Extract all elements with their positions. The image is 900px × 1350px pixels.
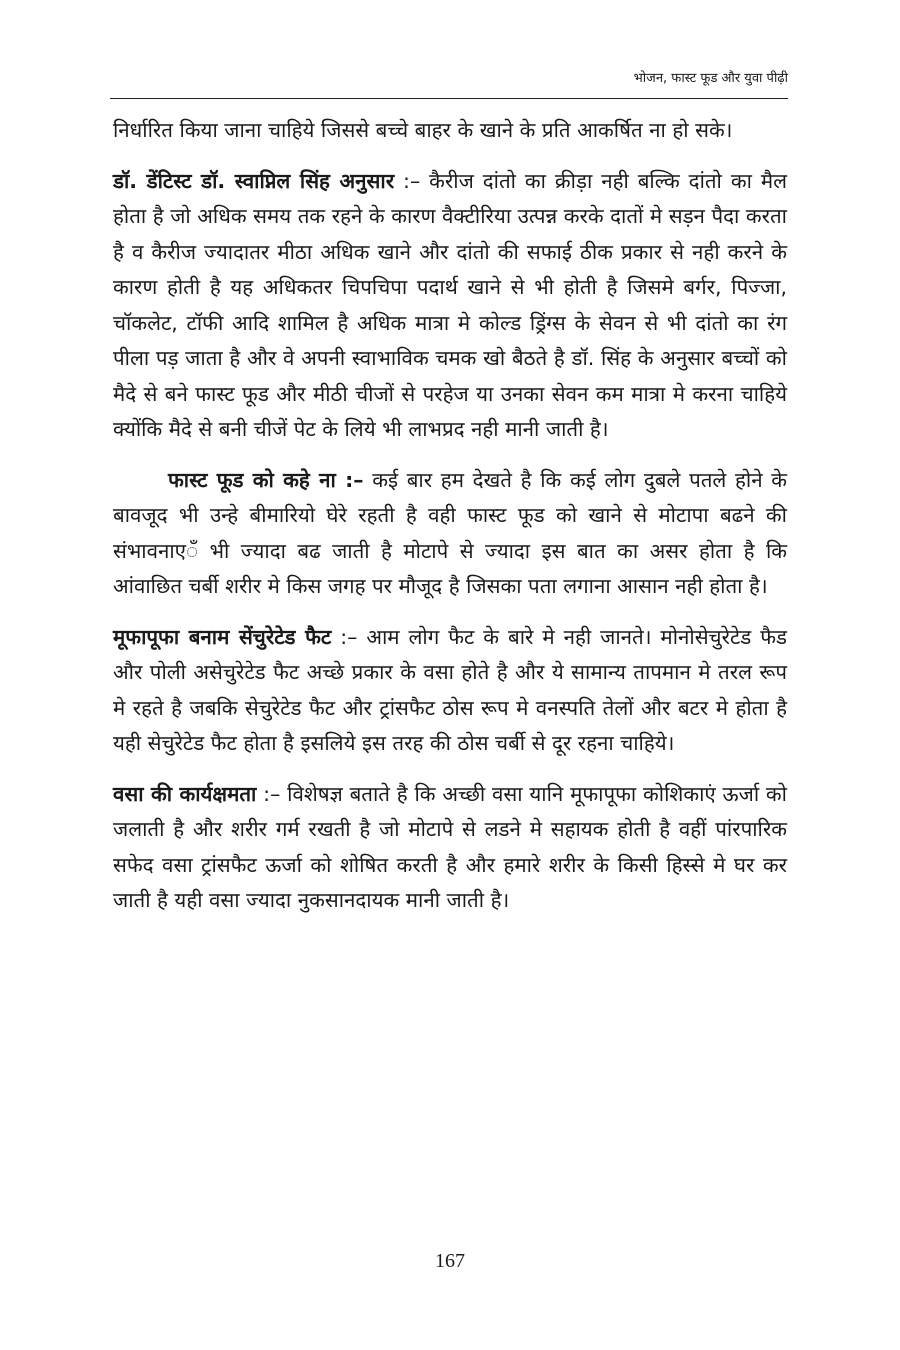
paragraph-text: :– कैरीज दांतो का क्रीड़ा नही बल्कि दांतो का मैल होता है जो अधिक समय तक रहने के कारण वैक्टीरिया उत्पन्न करके दातों मे सड़न पैदा करता है व कैरीज ज्यादातर मीठा अधिक खाने और दांतो की सफाई ठीक प्रकार से नही करने के कारण होती है यह अधिकतर चिपचिपा पदार्थ खाने से भी होती है जिसमे बर्गर, पिज्जा, चॉकलेट, टॉफी आदि शामिल है अधिक मात्रा मे कोल्ड ड्रिंग्स के सेवन से भी दांतो का रंग पीला पड़ जाता है और वे अपनी स्वाभाविक चमक खो बैठते है डॉ. सिंह के अनुसार बच्चों को मैदे से बने फास्ट फूड और मीठी चीजों से परहेज या उनका सेवन कम मात्रा मे करना चाहिये क्योंकि मैदे से बनी चीजें पेट के लिये भी लाभप्रद नही मानी जाती है। <box>113 168 787 441</box>
paragraph-heading: मूफापूफा बनाम सेंचुरेटेड फैट <box>113 624 332 649</box>
paragraph-text: कई बार हम देखते है कि कई लोग दुबले पतले होने के बावजूद भी उन्हे बीमारियो घेरे रहती है वही फास्ट फूड को खाने से मोटापा बढने की संभावनाएॅं भी ज्यादा बढ जाती है मोटापे से ज्यादा इस बात का असर होता है कि आंवाछित चर्बी शरीर मे किस जगह पर मौजूद है जिसका पता लगाना आसान नही होता है। <box>113 467 787 598</box>
paragraph-fat-function <box>113 777 787 919</box>
paragraph-heading: फास्ट फूड को कहे ना :– <box>168 467 364 492</box>
paragraph-text: :– विशेषज्ञ बताते है कि अच्छी वसा यानि मूफापूफा कोशिकाएं ऊर्जा को जलाती है और शरीर गर्म रखती है जो मोटापे से लडने मे सहायक होती है वहीं पांरपारिक सफेद वसा ट्रांसफैट ऊर्जा को शोषित करती है और हमारे शरीर के किसी हिस्से मे घर कर जाती है यही वसा ज्यादा नुकसानदायक मानी जाती है। <box>113 781 787 912</box>
paragraph-fast-food <box>113 463 787 605</box>
header-divider <box>110 98 788 99</box>
paragraph-text: निर्धारित किया जाना चाहिये जिससे बच्चे बाहर के खाने के प्रति आकर्षित ना हो सके। <box>113 118 733 142</box>
paragraph-text: :– आम लोग फैट के बारे मे नही जानते। मोनोसेचुरेटेड फैड और पोली असेचुरेटेड फैट अच्छे प्रकार के वसा होते है और ये सामान्य तापमान मे तरल रूप मे रहते है जबकि सेचुरेटेड फैट और ट्रांसफैट ठोस रूप मे वनस्पति तेलों और बटर मे होता है यही सेचुरेटेड फैट होता है इसलिये इस तरह की ठोस चर्बी से दूर रहना चाहिये। <box>113 624 787 755</box>
paragraph-fat-types <box>113 620 787 762</box>
paragraph-dentist <box>113 164 787 448</box>
page-number: 167 <box>435 1250 465 1272</box>
paragraph-heading: वसा की कार्यक्षमता <box>113 781 257 806</box>
paragraph-continuation <box>113 113 787 149</box>
paragraph-heading: डॉ. डेंटिस्ट डॉ. स्वाप्निल सिंह अनुसार <box>113 168 395 193</box>
running-header: भोजन, फास्ट फूड और युवा पीढ़ी <box>633 71 788 86</box>
page-body <box>113 113 787 919</box>
